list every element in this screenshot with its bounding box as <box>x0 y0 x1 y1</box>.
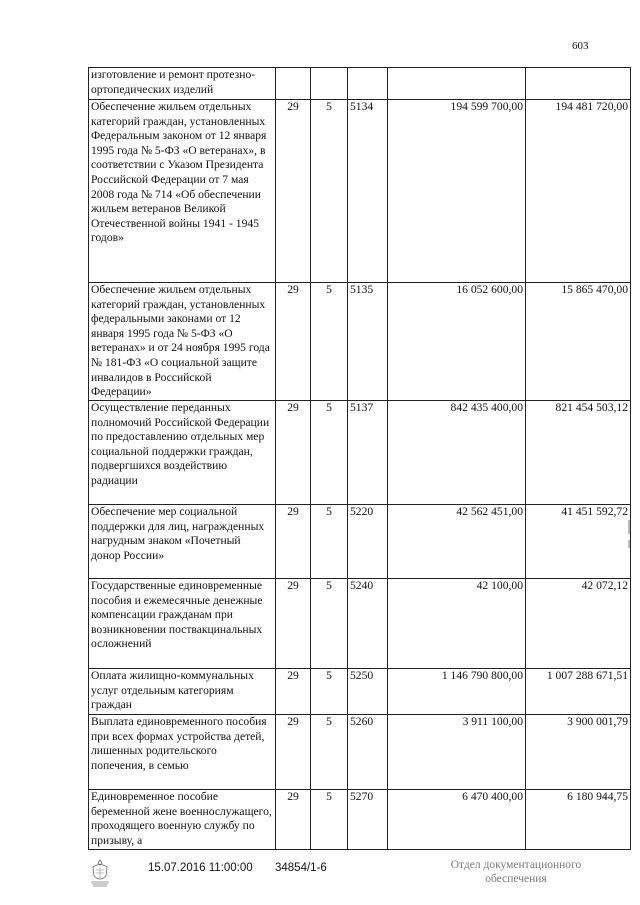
row-ministry-code: 29 <box>276 715 311 790</box>
row-target-code: 5135 <box>348 283 388 401</box>
row-ministry-code: 29 <box>276 579 311 669</box>
table-row <box>89 790 631 850</box>
row-planned-value: 6 470 400,00 <box>388 790 526 850</box>
footer-dept-line2: обеспечения <box>485 873 547 885</box>
row-target-code: 5270 <box>348 790 388 850</box>
row-target-code: 5137 <box>348 401 388 505</box>
row-actual-value: 3 900 001,79 <box>526 715 631 790</box>
row-planned-value: 42 562 451,00 <box>388 505 526 579</box>
row-section-code: 5 <box>311 790 348 850</box>
table-row <box>89 401 631 505</box>
row-target-code <box>348 68 388 100</box>
coat-of-arms-icon <box>88 858 112 888</box>
row-name: Обеспечение жильем отдельных категорий граждан, установленных Федеральным законом от 12 января 1995 года № 5-ФЗ «О ветеранах», в соответствии с Указом Президента Российской Федерации от 7 мая 2008 года № 714 «Об обеспечении жильем ветеранов Великой Отечественной войны 1941 - 1945 годов» <box>89 100 276 283</box>
footer-department-stamp <box>446 858 586 886</box>
row-name: Осуществление переданных полномочий Российской Федерации по предоставлению отдельных мер социальной поддержки граждан, подвергшихся воздействию радиации <box>89 401 276 505</box>
row-ministry-code: 29 <box>276 505 311 579</box>
row-actual-value: 41 451 592,72 <box>526 505 631 579</box>
footer-dept-line1: Отдел документационного <box>450 859 582 871</box>
row-ministry-code: 29 <box>276 669 311 715</box>
row-actual-value: 821 454 503,12 <box>526 401 631 505</box>
row-name: Обеспечение мер социальной поддержки для лиц, награжденных нагрудным знаком «Почетный донор России» <box>89 505 276 579</box>
row-ministry-code: 29 <box>276 790 311 850</box>
row-section-code: 5 <box>311 715 348 790</box>
row-section-code: 5 <box>311 283 348 401</box>
row-planned-value: 3 911 100,00 <box>388 715 526 790</box>
row-planned-value: 42 100,00 <box>388 579 526 669</box>
row-planned-value <box>388 68 526 100</box>
budget-table <box>88 67 631 850</box>
row-ministry-code: 29 <box>276 401 311 505</box>
row-planned-value: 1 146 790 800,00 <box>388 669 526 715</box>
row-name: изготовление и ремонт протезно-ортопедических изделий <box>89 68 276 100</box>
row-target-code: 5250 <box>348 669 388 715</box>
scan-edge-mark <box>628 540 630 548</box>
row-name: Оплата жилищно-коммунальных услуг отдельным категориям граждан <box>89 669 276 715</box>
row-name: Выплата единовременного пособия при всех формах устройства детей, лишенных родительского попечения, в семью <box>89 715 276 790</box>
row-target-code: 5260 <box>348 715 388 790</box>
scan-edge-mark <box>628 520 630 534</box>
row-planned-value: 842 435 400,00 <box>388 401 526 505</box>
table-row <box>89 100 631 283</box>
row-target-code: 5134 <box>348 100 388 283</box>
row-actual-value: 15 865 470,00 <box>526 283 631 401</box>
table-row <box>89 68 631 100</box>
row-planned-value: 194 599 700,00 <box>388 100 526 283</box>
table-row <box>89 505 631 579</box>
row-name: Единовременное пособие беременной жене военнослужащего, проходящего военную службу по призыву, а <box>89 790 276 850</box>
row-section-code: 5 <box>311 579 348 669</box>
row-actual-value: 1 007 288 671,51 <box>526 669 631 715</box>
page-number: 603 <box>572 40 589 52</box>
row-section-code: 5 <box>311 100 348 283</box>
row-section-code: 5 <box>311 505 348 579</box>
row-actual-value: 6 180 944,75 <box>526 790 631 850</box>
row-actual-value: 194 481 720,00 <box>526 100 631 283</box>
table-row <box>89 669 631 715</box>
row-section-code: 5 <box>311 669 348 715</box>
row-section-code: 5 <box>311 401 348 505</box>
row-actual-value: 42 072,12 <box>526 579 631 669</box>
row-target-code: 5220 <box>348 505 388 579</box>
table-row <box>89 579 631 669</box>
row-planned-value: 16 052 600,00 <box>388 283 526 401</box>
row-name: Государственные единовременные пособия и ежемесячные денежные компенсации гражданам при возникновении поствакцинальных осложнений <box>89 579 276 669</box>
table-row <box>89 283 631 401</box>
row-name: Обеспечение жильем отдельных категорий граждан, установленных федеральными законами от 12 января 1995 года № 5-ФЗ «О ветеранах» и от 24 ноября 1995 года № 181-ФЗ «О социальной защите инвалидов в Российской Федерации» <box>89 283 276 401</box>
row-actual-value <box>526 68 631 100</box>
row-target-code: 5240 <box>348 579 388 669</box>
row-ministry-code: 29 <box>276 283 311 401</box>
row-ministry-code: 29 <box>276 100 311 283</box>
row-ministry-code <box>276 68 311 100</box>
row-section-code <box>311 68 348 100</box>
footer-date: 15.07.2016 11:00:00 <box>148 862 253 874</box>
table-row <box>89 715 631 790</box>
footer-doc-number: 34854/1-6 <box>275 862 327 874</box>
